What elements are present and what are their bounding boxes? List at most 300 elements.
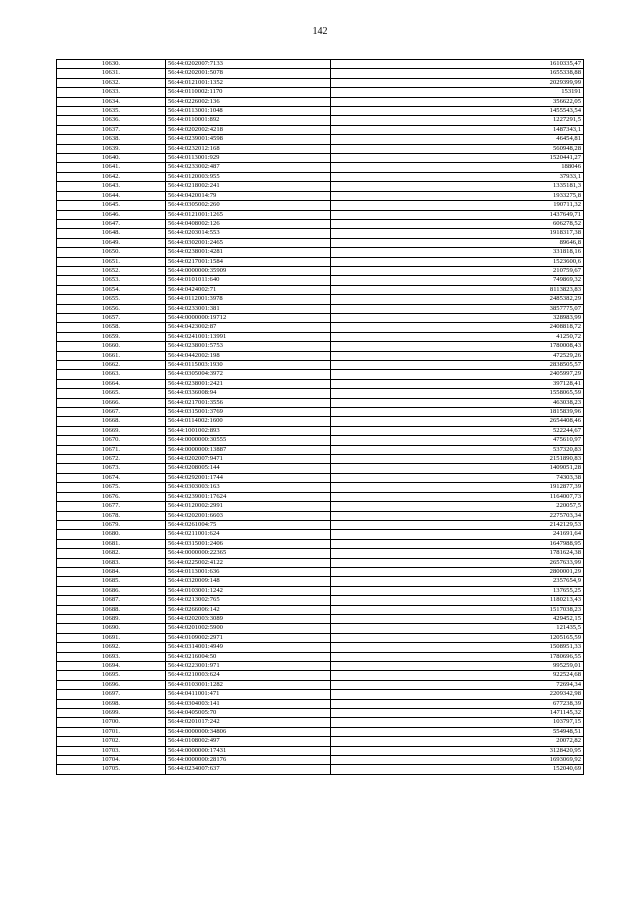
- page-number: 142: [312, 26, 328, 37]
- cadastral-number: 56:44:0110002:1170: [166, 88, 331, 97]
- row-number: 10701.: [57, 727, 166, 736]
- row-number: 10673.: [57, 464, 166, 473]
- cadastral-number: 56:44:1001002:893: [166, 426, 331, 435]
- table-row: [57, 737, 584, 746]
- table-row: [57, 624, 584, 633]
- cadastral-number: 56:44:0121001:1265: [166, 210, 331, 219]
- cadastral-number: 56:44:0241001:13991: [166, 332, 331, 341]
- cadastral-number: 56:44:0000000:34806: [166, 727, 331, 736]
- cadastral-value: 397128,41: [331, 379, 584, 388]
- table-row: [57, 756, 584, 765]
- table-row: [57, 549, 584, 558]
- cadastral-number: 56:44:0239001:4598: [166, 135, 331, 144]
- cadastral-value: 153191: [331, 88, 584, 97]
- cadastral-value: 190711,32: [331, 201, 584, 210]
- cadastral-number: 56:44:0000000:28176: [166, 756, 331, 765]
- table-row: [57, 342, 584, 351]
- row-number: 10631.: [57, 69, 166, 78]
- table-row: [57, 417, 584, 426]
- table-row: [57, 154, 584, 163]
- cadastral-number: 56:44:0208005:144: [166, 464, 331, 473]
- cadastral-number: 56:44:0423002:87: [166, 323, 331, 332]
- table-row: [57, 586, 584, 595]
- cadastral-number: 56:44:0411001:471: [166, 690, 331, 699]
- cadastral-value: 137655,25: [331, 586, 584, 595]
- table-row: [57, 483, 584, 492]
- table-row: [57, 746, 584, 755]
- table-row: [57, 718, 584, 727]
- row-number: 10641.: [57, 163, 166, 172]
- cadastral-number: 56:44:0302001:2465: [166, 238, 331, 247]
- table-row: [57, 567, 584, 576]
- cadastral-number: 56:44:0442002:198: [166, 351, 331, 360]
- table-row: [57, 633, 584, 642]
- table-row: [57, 313, 584, 322]
- cadastral-value: 1780696,55: [331, 652, 584, 661]
- cadastral-value: 1409051,28: [331, 464, 584, 473]
- cadastral-value: 210759,67: [331, 266, 584, 275]
- cadastral-number: 56:44:0266006:142: [166, 605, 331, 614]
- cadastral-value: 2151890,83: [331, 455, 584, 464]
- cadastral-value: 1517038,23: [331, 605, 584, 614]
- cadastral-value: 41250,72: [331, 332, 584, 341]
- cadastral-value: 2142129,53: [331, 520, 584, 529]
- table-row: [57, 455, 584, 464]
- row-number: 10685.: [57, 577, 166, 586]
- row-number: 10690.: [57, 624, 166, 633]
- table-row: [57, 144, 584, 153]
- cadastral-value: 188046: [331, 163, 584, 172]
- cadastral-value: 677238,39: [331, 699, 584, 708]
- row-number: 10661.: [57, 351, 166, 360]
- table-row: [57, 361, 584, 370]
- row-number: 10655.: [57, 295, 166, 304]
- row-number: 10659.: [57, 332, 166, 341]
- cadastral-value: 749869,32: [331, 276, 584, 285]
- row-number: 10643.: [57, 182, 166, 191]
- cadastral-value: 537320,83: [331, 445, 584, 454]
- cadastral-value: 1780008,43: [331, 342, 584, 351]
- cadastral-number: 56:44:0315001:2406: [166, 539, 331, 548]
- cadastral-value: 2800001,29: [331, 567, 584, 576]
- table-row: [57, 605, 584, 614]
- cadastral-number: 56:44:0305004:3972: [166, 370, 331, 379]
- cadastral-number: 56:44:0304003:141: [166, 699, 331, 708]
- cadastral-value: 1180213,43: [331, 596, 584, 605]
- cadastral-value: 1655338,88: [331, 69, 584, 78]
- table-row: [57, 323, 584, 332]
- cadastral-value: 2209342,98: [331, 690, 584, 699]
- row-number: 10672.: [57, 455, 166, 464]
- table-row: [57, 558, 584, 567]
- cadastral-value: 331818,16: [331, 248, 584, 257]
- table-row: [57, 389, 584, 398]
- table-row: [57, 78, 584, 87]
- cadastral-value: 8113823,83: [331, 285, 584, 294]
- table-row: [57, 229, 584, 238]
- cadastral-value: 3857775,07: [331, 304, 584, 313]
- cadastral-number: 56:44:0217001:1584: [166, 257, 331, 266]
- table-row: [57, 680, 584, 689]
- row-number: 10695.: [57, 671, 166, 680]
- table-row: [57, 379, 584, 388]
- cadastral-value: 472529,26: [331, 351, 584, 360]
- cadastral-value: 46454,81: [331, 135, 584, 144]
- table-row: [57, 445, 584, 454]
- table-row: [57, 473, 584, 482]
- cadastral-value: 1610335,47: [331, 60, 584, 69]
- row-number: 10667.: [57, 408, 166, 417]
- cadastral-value: 2275703,34: [331, 511, 584, 520]
- cadastral-number: 56:44:0113001:929: [166, 154, 331, 163]
- table-row: [57, 690, 584, 699]
- row-number: 10637.: [57, 125, 166, 134]
- row-number: 10686.: [57, 586, 166, 595]
- table-row: [57, 266, 584, 275]
- row-number: 10679.: [57, 520, 166, 529]
- row-number: 10687.: [57, 596, 166, 605]
- cadastral-number: 56:44:0233002:487: [166, 163, 331, 172]
- cadastral-number: 56:44:0292001:1744: [166, 473, 331, 482]
- row-number: 10644.: [57, 191, 166, 200]
- row-number: 10630.: [57, 60, 166, 69]
- row-number: 10694.: [57, 662, 166, 671]
- row-number: 10670.: [57, 436, 166, 445]
- row-number: 10688.: [57, 605, 166, 614]
- cadastral-number: 56:44:0408002:126: [166, 219, 331, 228]
- row-number: 10654.: [57, 285, 166, 294]
- cadastral-value: 1205165,59: [331, 633, 584, 642]
- cadastral-value: 554948,51: [331, 727, 584, 736]
- cadastral-value: 2654408,46: [331, 417, 584, 426]
- table-row: [57, 502, 584, 511]
- cadastral-number: 56:44:0225002:4122: [166, 558, 331, 567]
- row-number: 10657.: [57, 313, 166, 322]
- table-row: [57, 210, 584, 219]
- cadastral-number: 56:44:0216004:50: [166, 652, 331, 661]
- row-number: 10692.: [57, 643, 166, 652]
- table-row: [57, 182, 584, 191]
- cadastral-number: 56:44:0238001:4281: [166, 248, 331, 257]
- row-number: 10645.: [57, 201, 166, 210]
- cadastral-number: 56:44:0000000:13887: [166, 445, 331, 454]
- cadastral-value: 429452,15: [331, 614, 584, 623]
- cadastral-number: 56:44:0000000:22365: [166, 549, 331, 558]
- table-row: [57, 520, 584, 529]
- row-number: 10653.: [57, 276, 166, 285]
- table-row: [57, 539, 584, 548]
- row-number: 10680.: [57, 530, 166, 539]
- cadastral-value: 74303,38: [331, 473, 584, 482]
- cadastral-number: 56:44:0233001:381: [166, 304, 331, 313]
- table-row: [57, 163, 584, 172]
- table-row: [57, 370, 584, 379]
- cadastral-number: 56:44:0202007:7133: [166, 60, 331, 69]
- cadastral-number: 56:44:0218002:241: [166, 182, 331, 191]
- cadastral-value: 995259,01: [331, 662, 584, 671]
- cadastral-number: 56:44:0115003:1930: [166, 361, 331, 370]
- cadastral-value: 606278,52: [331, 219, 584, 228]
- table-row: [57, 276, 584, 285]
- row-number: 10665.: [57, 389, 166, 398]
- table-row: [57, 662, 584, 671]
- cadastral-number: 56:44:0315001:3769: [166, 408, 331, 417]
- cadastral-value: 2029399,99: [331, 78, 584, 87]
- cadastral-value: 1912877,39: [331, 483, 584, 492]
- cadastral-value: 463038,23: [331, 398, 584, 407]
- row-number: 10656.: [57, 304, 166, 313]
- row-number: 10677.: [57, 502, 166, 511]
- row-number: 10682.: [57, 549, 166, 558]
- cadastral-number: 56:44:0202003:3089: [166, 614, 331, 623]
- row-number: 10703.: [57, 746, 166, 755]
- cadastral-number: 56:44:0305002:260: [166, 201, 331, 210]
- cadastral-number: 56:44:0336008:94: [166, 389, 331, 398]
- cadastral-number: 56:44:0239001:17624: [166, 492, 331, 501]
- table-row: [57, 643, 584, 652]
- row-number: 10652.: [57, 266, 166, 275]
- cadastral-value: 1647988,95: [331, 539, 584, 548]
- cadastral-number: 56:44:0213002:765: [166, 596, 331, 605]
- cadastral-value: 2657633,99: [331, 558, 584, 567]
- cadastral-number: 56:44:0303003:163: [166, 483, 331, 492]
- cadastral-number: 56:44:0320009:148: [166, 577, 331, 586]
- cadastral-value: 1693069,92: [331, 756, 584, 765]
- cadastral-number: 56:44:0261004:75: [166, 520, 331, 529]
- row-number: 10681.: [57, 539, 166, 548]
- table-row: [57, 238, 584, 247]
- cadastral-number: 56:44:0120002:2991: [166, 502, 331, 511]
- cadastral-number: 56:44:0211001:624: [166, 530, 331, 539]
- table-row: [57, 426, 584, 435]
- cadastral-value: 121435,5: [331, 624, 584, 633]
- cadastral-number: 56:44:0232012:168: [166, 144, 331, 153]
- cadastral-number: 56:44:0420014:79: [166, 191, 331, 200]
- row-number: 10649.: [57, 238, 166, 247]
- table-row: [57, 191, 584, 200]
- row-number: 10669.: [57, 426, 166, 435]
- cadastral-number: 56:44:0202007:9471: [166, 455, 331, 464]
- cadastral-value: 241691,64: [331, 530, 584, 539]
- table-row: [57, 709, 584, 718]
- row-number: 10691.: [57, 633, 166, 642]
- cadastral-number: 56:44:0201002:5900: [166, 624, 331, 633]
- cadastral-number: 56:44:0405005:70: [166, 709, 331, 718]
- cadastral-number: 56:44:0217001:3556: [166, 398, 331, 407]
- table-row: [57, 652, 584, 661]
- table-row: [57, 285, 584, 294]
- row-number: 10660.: [57, 342, 166, 351]
- cadastral-number: 56:44:0101011:640: [166, 276, 331, 285]
- cadastral-number: 56:44:0108002:497: [166, 737, 331, 746]
- cadastral-value: 37933,1: [331, 172, 584, 181]
- table-row: [57, 201, 584, 210]
- table-row: [57, 596, 584, 605]
- table-row: [57, 248, 584, 257]
- row-number: 10693.: [57, 652, 166, 661]
- table-row: [57, 727, 584, 736]
- table-row: [57, 69, 584, 78]
- table-row: [57, 511, 584, 520]
- row-number: 10632.: [57, 78, 166, 87]
- cadastral-value: 2357654,9: [331, 577, 584, 586]
- cadastral-value: 1455543,54: [331, 107, 584, 116]
- table-row: [57, 107, 584, 116]
- cadastral-number: 56:44:0000000:19712: [166, 313, 331, 322]
- row-number: 10662.: [57, 361, 166, 370]
- row-number: 10675.: [57, 483, 166, 492]
- registry-rows: [57, 60, 584, 775]
- cadastral-value: 1815839,96: [331, 408, 584, 417]
- cadastral-number: 56:44:0110001:892: [166, 116, 331, 125]
- cadastral-number: 56:44:0109002:2971: [166, 633, 331, 642]
- cadastral-value: 560948,28: [331, 144, 584, 153]
- cadastral-value: 1781624,38: [331, 549, 584, 558]
- row-number: 10648.: [57, 229, 166, 238]
- table-row: [57, 436, 584, 445]
- table-row: [57, 295, 584, 304]
- row-number: 10704.: [57, 756, 166, 765]
- cadastral-number: 56:44:0203014:553: [166, 229, 331, 238]
- cadastral-value: 72694,34: [331, 680, 584, 689]
- row-number: 10683.: [57, 558, 166, 567]
- table-row: [57, 60, 584, 69]
- cadastral-number: 56:44:0238001:5753: [166, 342, 331, 351]
- cadastral-number: 56:44:0202001:6603: [166, 511, 331, 520]
- row-number: 10696.: [57, 680, 166, 689]
- cadastral-value: 2408818,72: [331, 323, 584, 332]
- cadastral-value: 220057,5: [331, 502, 584, 511]
- table-row: [57, 765, 584, 774]
- cadastral-number: 56:44:0113001:1048: [166, 107, 331, 116]
- registry-table: [56, 59, 584, 775]
- cadastral-value: 1487343,1: [331, 125, 584, 134]
- cadastral-number: 56:44:0201017:242: [166, 718, 331, 727]
- cadastral-number: 56:44:0000000:17431: [166, 746, 331, 755]
- table-row: [57, 492, 584, 501]
- cadastral-number: 56:44:0112001:3978: [166, 295, 331, 304]
- cadastral-value: 328983,99: [331, 313, 584, 322]
- row-number: 10700.: [57, 718, 166, 727]
- cadastral-number: 56:44:0223001:971: [166, 662, 331, 671]
- cadastral-value: 1520441,27: [331, 154, 584, 163]
- cadastral-value: 1335181,3: [331, 182, 584, 191]
- table-row: [57, 332, 584, 341]
- cadastral-number: 56:44:0113001:636: [166, 567, 331, 576]
- table-row: [57, 577, 584, 586]
- cadastral-value: 20072,82: [331, 737, 584, 746]
- row-number: 10636.: [57, 116, 166, 125]
- cadastral-value: 3128420,95: [331, 746, 584, 755]
- row-number: 10635.: [57, 107, 166, 116]
- row-number: 10663.: [57, 370, 166, 379]
- row-number: 10689.: [57, 614, 166, 623]
- table-row: [57, 304, 584, 313]
- cadastral-number: 56:44:0121001:1352: [166, 78, 331, 87]
- cadastral-value: 1918317,38: [331, 229, 584, 238]
- table-row: [57, 219, 584, 228]
- cadastral-number: 56:44:0202002:4218: [166, 125, 331, 134]
- cadastral-number: 56:44:0202001:5078: [166, 69, 331, 78]
- cadastral-value: 2485382,29: [331, 295, 584, 304]
- table-row: [57, 614, 584, 623]
- cadastral-number: 56:44:0103001:1242: [166, 586, 331, 595]
- row-number: 10676.: [57, 492, 166, 501]
- table-row: [57, 398, 584, 407]
- cadastral-number: 56:44:0103001:1282: [166, 680, 331, 689]
- row-number: 10638.: [57, 135, 166, 144]
- row-number: 10702.: [57, 737, 166, 746]
- cadastral-value: 2405997,29: [331, 370, 584, 379]
- table-row: [57, 257, 584, 266]
- table-row: [57, 530, 584, 539]
- row-number: 10684.: [57, 567, 166, 576]
- cadastral-value: 356622,05: [331, 97, 584, 106]
- cadastral-number: 56:44:0238001:2421: [166, 379, 331, 388]
- cadastral-value: 1558065,59: [331, 389, 584, 398]
- cadastral-number: 56:44:0000000:35909: [166, 266, 331, 275]
- table-row: [57, 408, 584, 417]
- table-row: [57, 671, 584, 680]
- cadastral-number: 56:44:0210003:624: [166, 671, 331, 680]
- row-number: 10651.: [57, 257, 166, 266]
- row-number: 10634.: [57, 97, 166, 106]
- row-number: 10640.: [57, 154, 166, 163]
- table-row: [57, 464, 584, 473]
- table-row: [57, 351, 584, 360]
- row-number: 10666.: [57, 398, 166, 407]
- cadastral-number: 56:44:0226002:136: [166, 97, 331, 106]
- cadastral-value: 103797,15: [331, 718, 584, 727]
- row-number: 10678.: [57, 511, 166, 520]
- cadastral-value: 1164007,73: [331, 492, 584, 501]
- cadastral-number: 56:44:0424002:71: [166, 285, 331, 294]
- table-row: [57, 172, 584, 181]
- row-number: 10664.: [57, 379, 166, 388]
- row-number: 10705.: [57, 765, 166, 774]
- row-number: 10658.: [57, 323, 166, 332]
- cadastral-value: 1523600,6: [331, 257, 584, 266]
- row-number: 10633.: [57, 88, 166, 97]
- cadastral-value: 1933275,8: [331, 191, 584, 200]
- row-number: 10671.: [57, 445, 166, 454]
- cadastral-value: 1227291,5: [331, 116, 584, 125]
- cadastral-value: 1508951,33: [331, 643, 584, 652]
- cadastral-value: 475610,97: [331, 436, 584, 445]
- cadastral-number: 56:44:0234007:637: [166, 765, 331, 774]
- cadastral-number: 56:44:0114002:1600: [166, 417, 331, 426]
- table-row: [57, 116, 584, 125]
- cadastral-value: 1471145,32: [331, 709, 584, 718]
- row-number: 10698.: [57, 699, 166, 708]
- cadastral-value: 1437649,71: [331, 210, 584, 219]
- table-row: [57, 88, 584, 97]
- table-row: [57, 125, 584, 134]
- row-number: 10642.: [57, 172, 166, 181]
- row-number: 10639.: [57, 144, 166, 153]
- cadastral-number: 56:44:0000000:30555: [166, 436, 331, 445]
- table-row: [57, 135, 584, 144]
- cadastral-value: 89646,8: [331, 238, 584, 247]
- row-number: 10647.: [57, 219, 166, 228]
- cadastral-value: 922524,68: [331, 671, 584, 680]
- cadastral-value: 152040,69: [331, 765, 584, 774]
- cadastral-value: 522244,67: [331, 426, 584, 435]
- cadastral-number: 56:44:0120003:955: [166, 172, 331, 181]
- row-number: 10674.: [57, 473, 166, 482]
- row-number: 10646.: [57, 210, 166, 219]
- table-row: [57, 97, 584, 106]
